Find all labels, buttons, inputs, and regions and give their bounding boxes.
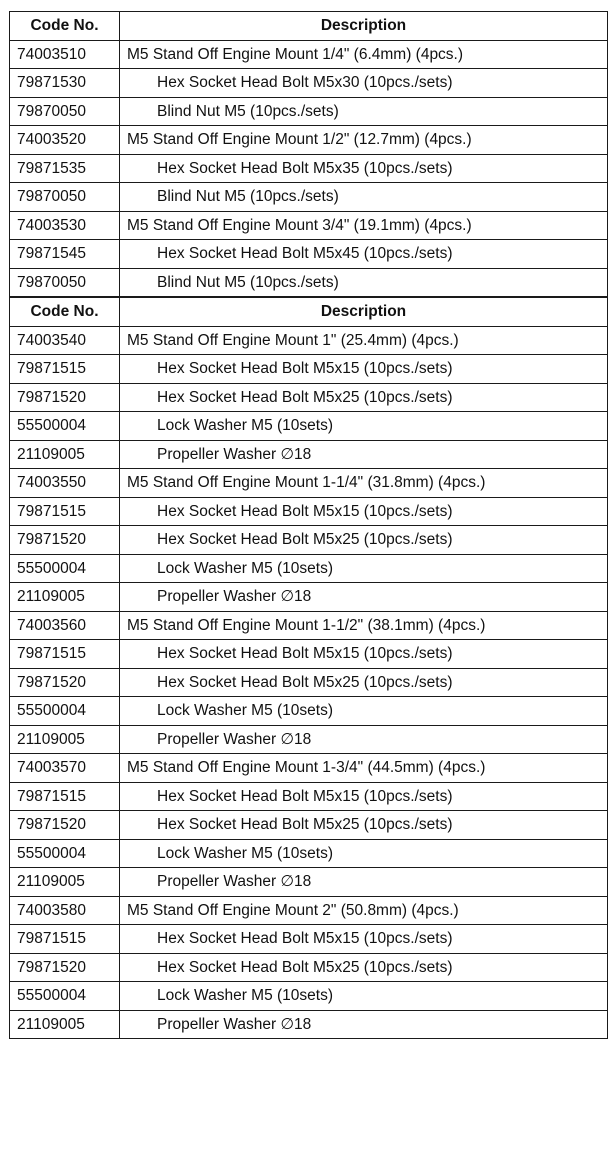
parts-table-2 — [9, 297, 608, 1039]
component-description-cell: Lock Washer M5 (10sets) — [120, 412, 608, 441]
code-cell: 79870050 — [10, 97, 120, 126]
table-row — [10, 326, 608, 355]
mount-description-cell: M5 Stand Off Engine Mount 1-3/4" (44.5mm) (4pcs.) — [120, 754, 608, 783]
code-cell: 21109005 — [10, 725, 120, 754]
component-description-cell: Propeller Washer ∅18 — [120, 1010, 608, 1039]
table-row — [10, 211, 608, 240]
component-description-cell: Lock Washer M5 (10sets) — [120, 554, 608, 583]
component-description-cell: Propeller Washer ∅18 — [120, 440, 608, 469]
code-cell: 79871520 — [10, 383, 120, 412]
table-row — [10, 412, 608, 441]
table-row — [10, 811, 608, 840]
code-cell: 79871515 — [10, 497, 120, 526]
component-description-cell: Hex Socket Head Bolt M5x45 (10pcs./sets) — [120, 240, 608, 269]
component-description-cell: Blind Nut M5 (10pcs./sets) — [120, 183, 608, 212]
component-description-cell: Blind Nut M5 (10pcs./sets) — [120, 97, 608, 126]
code-cell: 79871515 — [10, 925, 120, 954]
code-cell: 74003560 — [10, 611, 120, 640]
code-cell: 21109005 — [10, 583, 120, 612]
code-header: Code No. — [10, 12, 120, 41]
code-cell: 21109005 — [10, 440, 120, 469]
component-description-cell: Hex Socket Head Bolt M5x25 (10pcs./sets) — [120, 811, 608, 840]
table-row — [10, 583, 608, 612]
code-cell: 74003520 — [10, 126, 120, 155]
table-row — [10, 69, 608, 98]
table-row — [10, 183, 608, 212]
code-cell: 74003510 — [10, 40, 120, 69]
component-description-cell: Hex Socket Head Bolt M5x25 (10pcs./sets) — [120, 953, 608, 982]
table-row — [10, 868, 608, 897]
table-row — [10, 1010, 608, 1039]
description-header: Description — [120, 298, 608, 327]
mount-description-cell: M5 Stand Off Engine Mount 2" (50.8mm) (4pcs.) — [120, 896, 608, 925]
component-description-cell: Lock Washer M5 (10sets) — [120, 982, 608, 1011]
table-1-body — [10, 40, 608, 297]
table-row — [10, 782, 608, 811]
table-row — [10, 126, 608, 155]
code-cell: 21109005 — [10, 1010, 120, 1039]
table-row — [10, 240, 608, 269]
code-cell: 74003540 — [10, 326, 120, 355]
table-row — [10, 497, 608, 526]
code-cell: 55500004 — [10, 412, 120, 441]
table-row — [10, 982, 608, 1011]
table-row — [10, 896, 608, 925]
table-row — [10, 839, 608, 868]
table-row — [10, 554, 608, 583]
table-2-body — [10, 326, 608, 1039]
table-row — [10, 268, 608, 297]
table-row — [10, 697, 608, 726]
mount-description-cell: M5 Stand Off Engine Mount 3/4" (19.1mm) (4pcs.) — [120, 211, 608, 240]
code-cell: 79871545 — [10, 240, 120, 269]
table-row — [10, 953, 608, 982]
component-description-cell: Lock Washer M5 (10sets) — [120, 839, 608, 868]
table-row — [10, 611, 608, 640]
table-row — [10, 383, 608, 412]
code-cell: 55500004 — [10, 982, 120, 1011]
table-row — [10, 925, 608, 954]
mount-description-cell: M5 Stand Off Engine Mount 1-1/2" (38.1mm) (4pcs.) — [120, 611, 608, 640]
component-description-cell: Hex Socket Head Bolt M5x35 (10pcs./sets) — [120, 154, 608, 183]
parts-sheet — [9, 11, 607, 1039]
component-description-cell: Hex Socket Head Bolt M5x25 (10pcs./sets) — [120, 526, 608, 555]
code-cell: 79871520 — [10, 811, 120, 840]
header-row — [10, 12, 608, 41]
component-description-cell: Lock Washer M5 (10sets) — [120, 697, 608, 726]
component-description-cell: Hex Socket Head Bolt M5x25 (10pcs./sets) — [120, 383, 608, 412]
code-cell: 79871520 — [10, 526, 120, 555]
code-cell: 79870050 — [10, 183, 120, 212]
table-row — [10, 154, 608, 183]
code-cell: 79871515 — [10, 355, 120, 384]
component-description-cell: Hex Socket Head Bolt M5x15 (10pcs./sets) — [120, 355, 608, 384]
component-description-cell: Propeller Washer ∅18 — [120, 725, 608, 754]
table-row — [10, 754, 608, 783]
mount-description-cell: M5 Stand Off Engine Mount 1/2" (12.7mm) (4pcs.) — [120, 126, 608, 155]
code-cell: 79871515 — [10, 782, 120, 811]
code-cell: 55500004 — [10, 554, 120, 583]
component-description-cell: Propeller Washer ∅18 — [120, 868, 608, 897]
code-cell: 79871530 — [10, 69, 120, 98]
code-cell: 55500004 — [10, 839, 120, 868]
table-row — [10, 355, 608, 384]
code-cell: 79871520 — [10, 668, 120, 697]
table-row — [10, 640, 608, 669]
code-cell: 74003550 — [10, 469, 120, 498]
component-description-cell: Hex Socket Head Bolt M5x15 (10pcs./sets) — [120, 640, 608, 669]
table-row — [10, 469, 608, 498]
component-description-cell: Hex Socket Head Bolt M5x30 (10pcs./sets) — [120, 69, 608, 98]
header-row — [10, 298, 608, 327]
component-description-cell: Hex Socket Head Bolt M5x25 (10pcs./sets) — [120, 668, 608, 697]
code-cell: 55500004 — [10, 697, 120, 726]
code-cell: 21109005 — [10, 868, 120, 897]
table-row — [10, 40, 608, 69]
code-cell: 79871515 — [10, 640, 120, 669]
component-description-cell: Blind Nut M5 (10pcs./sets) — [120, 268, 608, 297]
description-header: Description — [120, 12, 608, 41]
table-row — [10, 440, 608, 469]
table-row — [10, 725, 608, 754]
table-row — [10, 97, 608, 126]
table-row — [10, 668, 608, 697]
component-description-cell: Hex Socket Head Bolt M5x15 (10pcs./sets) — [120, 782, 608, 811]
component-description-cell: Hex Socket Head Bolt M5x15 (10pcs./sets) — [120, 925, 608, 954]
table-row — [10, 526, 608, 555]
component-description-cell: Hex Socket Head Bolt M5x15 (10pcs./sets) — [120, 497, 608, 526]
code-cell: 79870050 — [10, 268, 120, 297]
mount-description-cell: M5 Stand Off Engine Mount 1/4" (6.4mm) (4pcs.) — [120, 40, 608, 69]
code-header: Code No. — [10, 298, 120, 327]
component-description-cell: Propeller Washer ∅18 — [120, 583, 608, 612]
mount-description-cell: M5 Stand Off Engine Mount 1-1/4" (31.8mm) (4pcs.) — [120, 469, 608, 498]
code-cell: 74003530 — [10, 211, 120, 240]
code-cell: 74003580 — [10, 896, 120, 925]
code-cell: 79871520 — [10, 953, 120, 982]
code-cell: 74003570 — [10, 754, 120, 783]
code-cell: 79871535 — [10, 154, 120, 183]
mount-description-cell: M5 Stand Off Engine Mount 1" (25.4mm) (4pcs.) — [120, 326, 608, 355]
parts-table-1 — [9, 11, 608, 297]
